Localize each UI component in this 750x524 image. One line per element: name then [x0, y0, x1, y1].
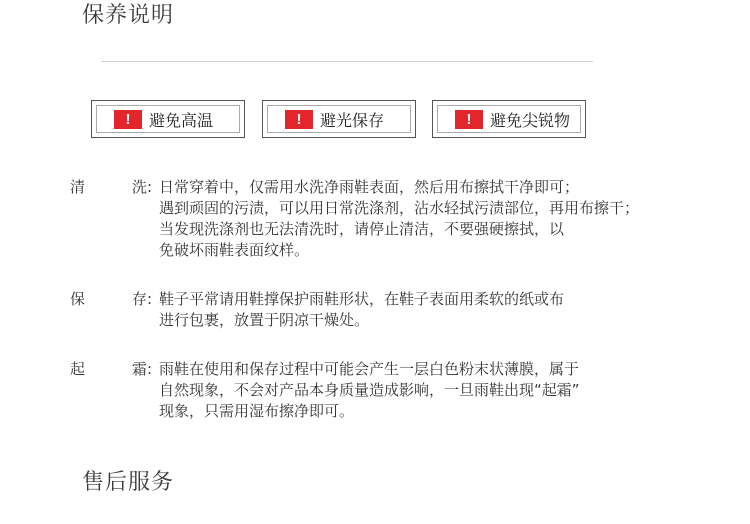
care-item-text: 雨鞋在使用和保存过程中可能会产生一层白色粉末状薄膜，属于 自然现象，不会对产品本身质量造成影响，一旦雨鞋出现“起霜” 现象，只需用湿布擦净即可。 [159, 360, 580, 420]
warning-icon: ! [114, 110, 142, 129]
tag-label: 避光保存 [320, 110, 385, 130]
section-divider [101, 61, 593, 62]
tag-label: 避免高温 [149, 110, 214, 130]
tag-avoid-light [262, 100, 416, 138]
tag-label: 避免尖锐物 [490, 110, 571, 130]
care-item-text: 日常穿着中，仅需用水洗净雨鞋表面，然后用布擦拭干净即可； 遇到顽固的污渍，可以用日常洗涤剂，沾水轻拭污渍部位，再用布擦干； 当发现洗涤剂也无法清洗时，请停止清洁，不要强硬擦拭，以 免破坏雨鞋表面纹样。 [159, 178, 640, 259]
care-item-text: 鞋子平常请用鞋撑保护雨鞋形状，在鞋子表面用柔软的纸或布 进行包裹，放置于阴凉干燥处。 [159, 290, 565, 329]
care-item-term: 保 存 : [70, 289, 152, 310]
care-item-term: 起 霜 : [70, 359, 152, 380]
warning-icon: ! [285, 110, 313, 129]
care-section-title: 保养说明 [82, 3, 175, 28]
tag-avoid-sharp [432, 100, 586, 138]
warning-icon: ! [455, 110, 483, 129]
service-section-title: 售后服务 [82, 470, 175, 495]
care-item-term: 清 洗 : [70, 177, 152, 198]
tag-avoid-heat [91, 100, 245, 138]
